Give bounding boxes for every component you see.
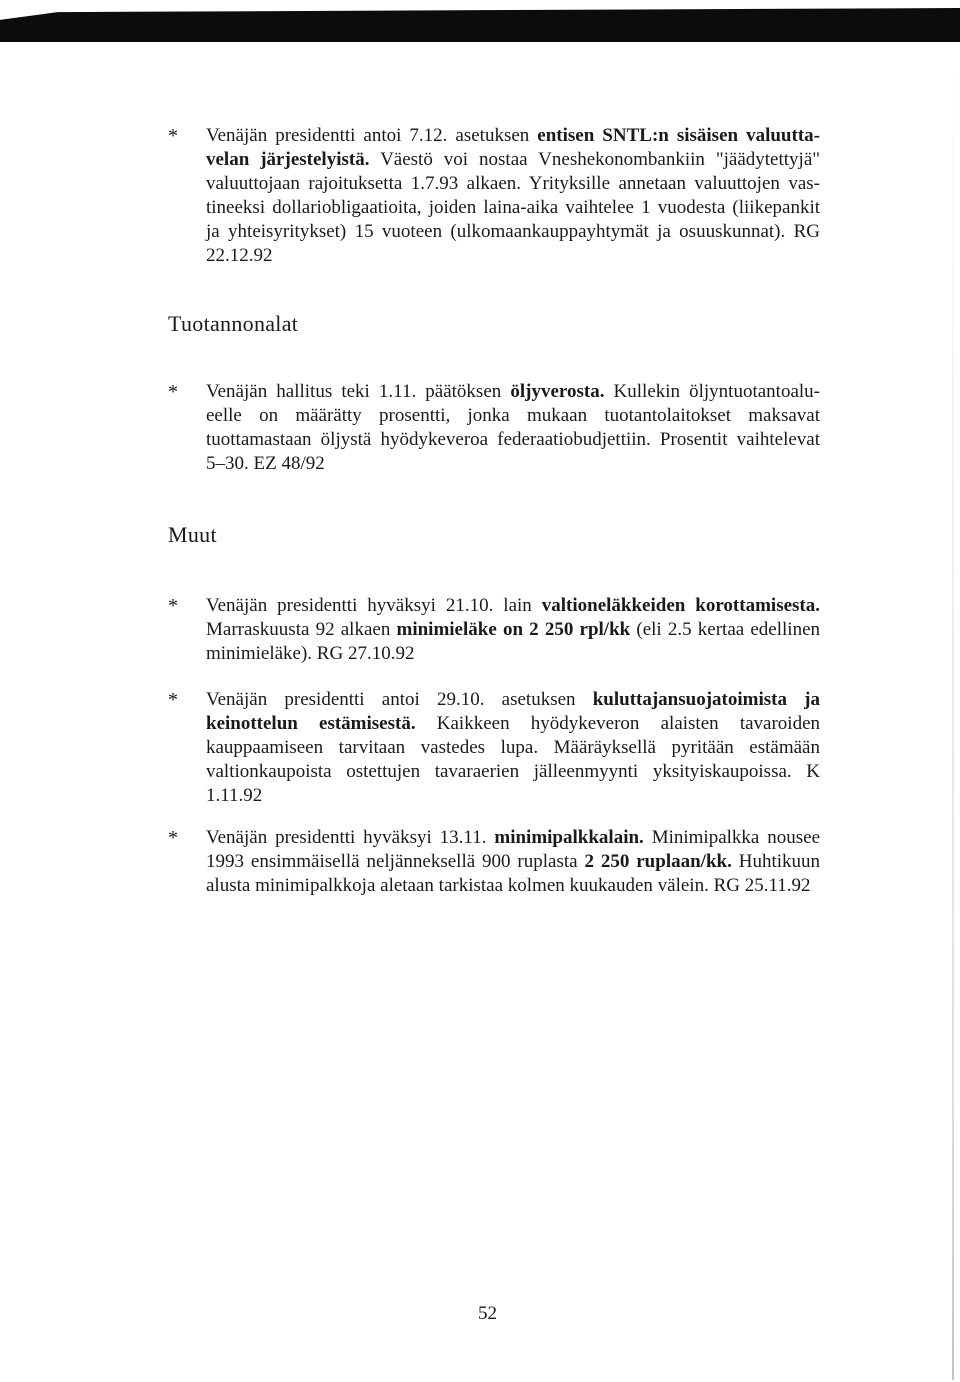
bullet-item-oil-tax [168, 380, 820, 476]
bullet-item-pensions [168, 594, 820, 666]
bullet-marker: * [168, 827, 178, 849]
bullet-marker: * [168, 689, 178, 711]
bullet-marker: * [168, 125, 178, 147]
scan-edge-shadow [952, 60, 954, 1380]
scan-border [0, 8, 960, 42]
bullet-marker: * [168, 381, 178, 403]
bullet-item-consumer-protection [168, 688, 820, 808]
bullet-item-minimum-wage [168, 826, 820, 898]
bullet-item-sntl-debt [168, 124, 820, 268]
paragraph-sntl-debt: Venäjän presidentti antoi 7.12. asetuksen entisen SNTL:n sisäisen valuutta-velan järjestelyistä. Väestö voi nostaa Vneshekonombankiin "jäädytettyjä" valuuttojaan rajoituksetta 1.7.93 alkaen. Yrityksille annetaan valuuttojen vas-tineeksi dollariobligaatioita, joiden laina-aika vaihtelee 1 vuodesta (liikepankit ja yhteisyritykset) 15 vuoteen (ulkomaankauppayhtymät ja osuuskunnat). RG 22.12.92 [206, 125, 821, 266]
paragraph-oil-tax: Venäjän hallitus teki 1.11. päätöksen öljyverosta. Kullekin öljyntuotantoalu-eelle on määrätty prosentti, jonka mukaan tuotantolaitokset maksavat tuottamastaan öljystä hyödykeveroa federaatiobudjettiin. Prosentit vaihtelevat 5–30. EZ 48/92 [206, 381, 820, 474]
paragraph-consumer-protection: Venäjän presidentti antoi 29.10. asetuksen kuluttajansuojatoimista ja keinottelun estämisestä. Kaikkeen hyödykeveron alaisten tavaroiden kauppaamiseen tarvitaan vastedes lupa. Määräyksellä pyritään estämään valtionkaupoista ostettujen tavaraerien jälleenmyynti yksityiskaupoissa. K 1.11.92 [206, 689, 821, 806]
bullet-marker: * [168, 595, 178, 617]
paragraph-pensions: Venäjän presidentti hyväksyi 21.10. lain valtioneläkkeiden korottamisesta. Marraskuusta 92 alkaen minimieläke on 2 250 rpl/kk (eli 2.5 kertaa edellinen minimieläke). RG 27.10.92 [206, 595, 821, 664]
section-heading-muut: Muut [168, 522, 217, 547]
section-heading-tuotannonalat: Tuotannonalat [168, 311, 299, 336]
page-number: 52 [478, 1303, 497, 1324]
paragraph-minimum-wage: Venäjän presidentti hyväksyi 13.11. minimipalkkalain. Minimipalkka nousee 1993 ensimmäisellä neljänneksellä 900 ruplasta 2 250 ruplaan/kk. Huhtikuun alusta minimipalkkoja aletaan tarkistaa kolmen kuukauden välein. RG 25.11.92 [206, 827, 820, 896]
